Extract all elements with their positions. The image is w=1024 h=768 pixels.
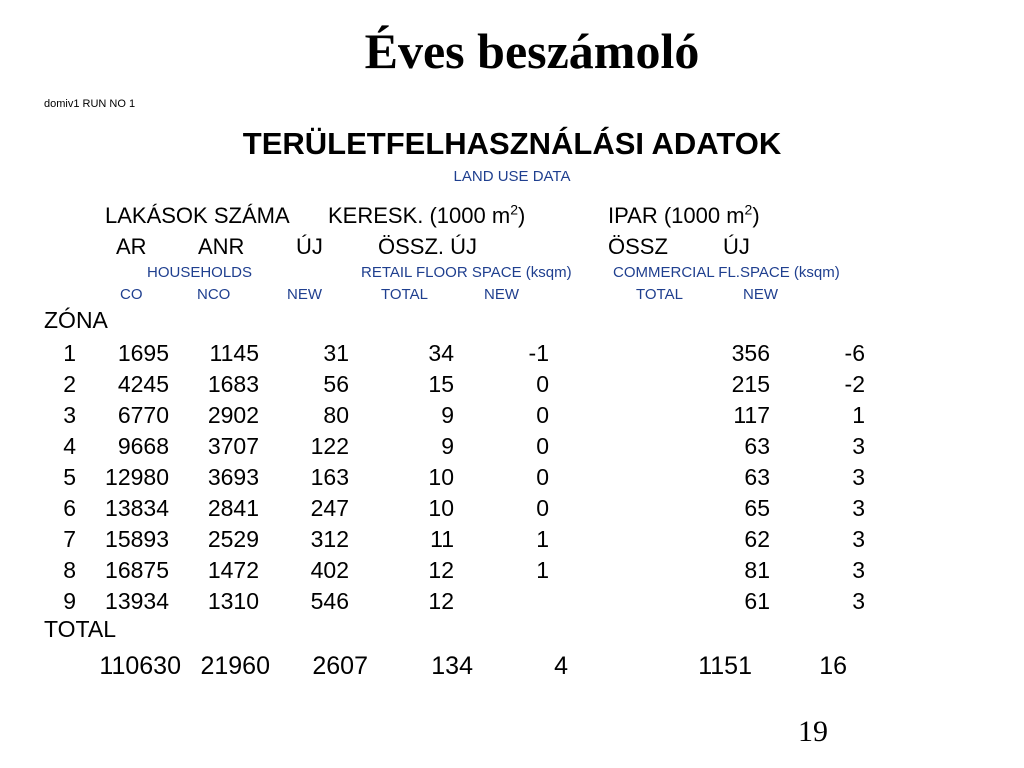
cell-ar: 12980: [105, 464, 169, 490]
cell-retail-new: 1: [536, 557, 549, 583]
zone-table: [44, 338, 865, 617]
en-col-new-2: NEW: [484, 286, 519, 303]
cell-anr: 2529: [207, 526, 259, 552]
cell-ar: 15893: [105, 526, 169, 552]
cell-ar: 1695: [117, 340, 169, 366]
subheader-ar: AR: [116, 234, 147, 259]
header-households: LAKÁSOK SZÁMA: [105, 203, 290, 228]
table-row: [44, 431, 865, 462]
cell-ar: 4245: [117, 371, 169, 397]
table-row: [44, 369, 865, 400]
en-col-new-3: NEW: [743, 286, 778, 303]
cell-retail: 11: [430, 526, 454, 552]
cell-retail: 10: [428, 464, 454, 490]
cell-uj: 56: [323, 371, 349, 397]
en-header-households: HOUSEHOLDS: [147, 264, 253, 281]
total-anr: 21960: [200, 652, 270, 680]
cell-anr: 3707: [207, 433, 259, 459]
zone-id: 8: [63, 557, 76, 583]
cell-commercial: 62: [744, 526, 770, 552]
run-info: domiv1 RUN NO 1: [44, 98, 136, 110]
cell-uj: 31: [323, 340, 349, 366]
cell-uj: 80: [323, 402, 349, 428]
cell-retail-new: 0: [536, 371, 549, 397]
zone-id: 2: [63, 371, 76, 397]
header-industry: [608, 203, 760, 229]
zone-id: 5: [63, 464, 76, 490]
subheader-ossz: ÖSSZ: [608, 234, 668, 259]
table-row: [44, 400, 865, 431]
cell-anr: 1472: [207, 557, 259, 583]
cell-commercial-new: 3: [852, 588, 865, 614]
cell-retail: 34: [428, 340, 454, 366]
table-row: [44, 493, 865, 524]
total-retail: 134: [431, 652, 473, 680]
cell-uj: 122: [310, 433, 349, 459]
cell-commercial-new: 3: [852, 464, 865, 490]
cell-retail: 12: [428, 557, 454, 583]
cell-anr: 1310: [207, 588, 259, 614]
cell-uj: 546: [310, 588, 349, 614]
cell-retail: 9: [441, 402, 454, 428]
total-ar: 110630: [99, 652, 181, 680]
cell-commercial: 215: [731, 371, 770, 397]
zone-id: 6: [63, 495, 76, 521]
zone-id: 1: [63, 340, 76, 366]
en-col-total-2: TOTAL: [636, 286, 683, 303]
table-row: [44, 462, 865, 493]
header-retail-close: ): [517, 203, 526, 228]
subheader-ossz-uj: ÖSSZ. ÚJ: [378, 234, 478, 259]
cell-commercial: 81: [744, 557, 770, 583]
cell-anr: 1683: [207, 371, 259, 397]
zone-id: 4: [63, 433, 76, 459]
zone-label: ZÓNA: [44, 307, 108, 333]
header-retail-exponent: 2: [510, 201, 518, 218]
total-retail-new: 4: [554, 652, 568, 680]
table-heading: TERÜLETFELHASZNÁLÁSI ADATOK: [242, 126, 782, 161]
table-row: [44, 524, 865, 555]
cell-commercial: 63: [744, 433, 770, 459]
cell-commercial-new: 3: [852, 495, 865, 521]
total-label: TOTAL: [44, 616, 116, 642]
page-number: 19: [798, 715, 828, 748]
cell-anr: 3693: [207, 464, 259, 490]
cell-commercial-new: 1: [852, 402, 865, 428]
cell-commercial-new: 3: [852, 526, 865, 552]
table-row: [44, 338, 865, 369]
cell-uj: 163: [310, 464, 349, 490]
table-subheading: LAND USE DATA: [453, 168, 571, 185]
en-col-new: NEW: [287, 286, 322, 303]
en-col-co: CO: [120, 286, 143, 303]
cell-commercial: 65: [744, 495, 770, 521]
cell-retail-new: -1: [528, 340, 549, 366]
cell-retail-new: 0: [536, 464, 549, 490]
en-header-retail: RETAIL FLOOR SPACE (ksqm): [361, 264, 572, 281]
slide-title: Éves beszámoló: [364, 23, 700, 79]
cell-retail: 15: [428, 371, 454, 397]
cell-ar: 9668: [117, 433, 169, 459]
cell-retail-new: 0: [536, 495, 549, 521]
cell-retail: 10: [428, 495, 454, 521]
cell-uj: 312: [310, 526, 349, 552]
cell-retail-new: [454, 586, 549, 617]
header-industry-close: ): [752, 203, 760, 228]
zone-id: 9: [63, 588, 76, 614]
subheader-uj-2: ÚJ: [723, 234, 750, 259]
cell-retail-new: 0: [536, 433, 549, 459]
table-row: [44, 586, 865, 617]
total-commercial-new: 16: [819, 652, 847, 680]
cell-ar: 16875: [105, 557, 169, 583]
cell-commercial-new: -2: [844, 371, 865, 397]
zone-id: 3: [63, 402, 76, 428]
cell-commercial-new: 3: [852, 557, 865, 583]
totals-table: [44, 650, 847, 682]
cell-uj: 402: [310, 557, 349, 583]
cell-retail: 12: [428, 588, 454, 614]
cell-commercial: 63: [744, 464, 770, 490]
cell-uj: 247: [310, 495, 349, 521]
total-uj: 2607: [312, 652, 368, 680]
en-col-total: TOTAL: [381, 286, 428, 303]
cell-ar: 13934: [105, 588, 169, 614]
header-retail: [328, 203, 525, 229]
zone-table-body: [44, 338, 865, 617]
cell-anr: 2902: [207, 402, 259, 428]
cell-retail: 9: [441, 433, 454, 459]
cell-commercial-new: 3: [852, 433, 865, 459]
cell-retail-new: 1: [536, 526, 549, 552]
total-commercial: 1151: [698, 652, 752, 680]
header-industry-exponent: 2: [744, 201, 753, 218]
cell-ar: 13834: [105, 495, 169, 521]
subheader-anr: ANR: [198, 234, 245, 259]
cell-anr: 1145: [209, 340, 259, 366]
cell-commercial: 61: [744, 588, 770, 614]
cell-ar: 6770: [117, 402, 169, 428]
subheader-uj: ÚJ: [296, 234, 323, 259]
header-retail-text: KERESK. (1000 m: [328, 203, 511, 228]
header-industry-text: IPAR (1000 m: [608, 203, 745, 228]
en-col-nco: NCO: [197, 286, 231, 303]
cell-commercial: 117: [733, 402, 770, 428]
table-row: [44, 555, 865, 586]
cell-anr: 2841: [207, 495, 259, 521]
zone-id: 7: [63, 526, 76, 552]
cell-commercial: 356: [731, 340, 770, 366]
cell-retail-new: 0: [536, 402, 549, 428]
cell-commercial-new: -6: [844, 340, 865, 366]
en-header-commercial: COMMERCIAL FL.SPACE (ksqm): [613, 264, 840, 281]
totals-row: [44, 650, 847, 682]
